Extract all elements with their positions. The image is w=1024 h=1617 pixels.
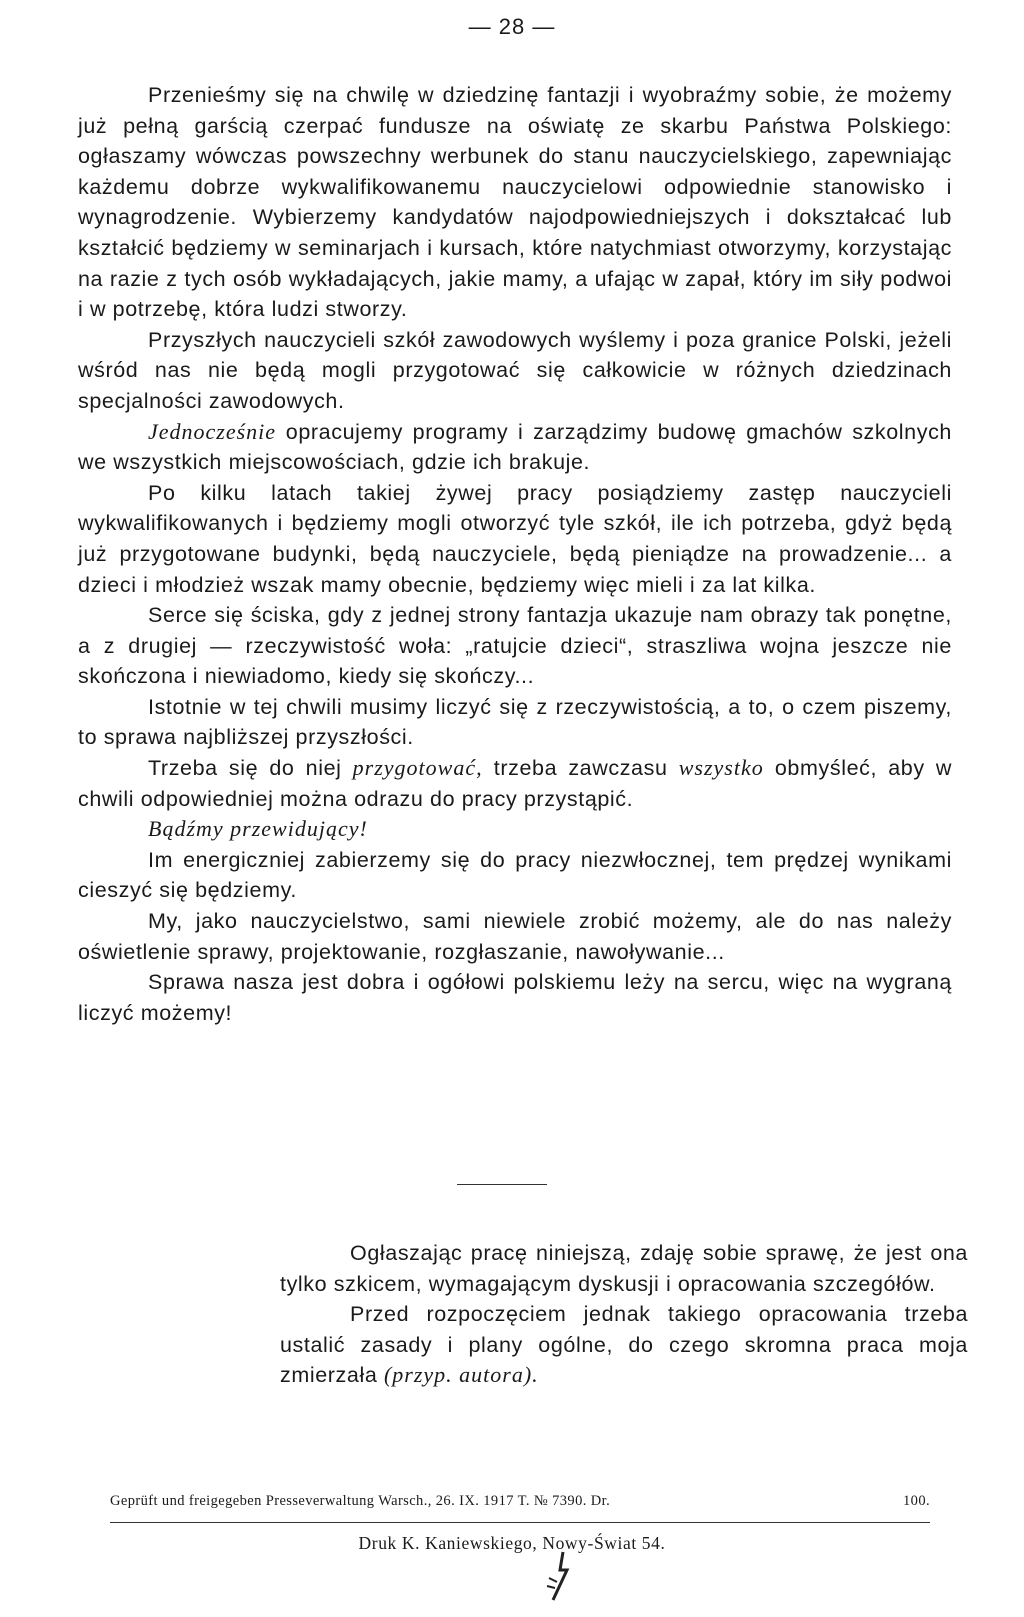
author-note — [280, 1238, 968, 1391]
emphasis-jednoczesnie: Jednocześnie — [148, 418, 277, 444]
printer-mark-icon — [543, 1548, 579, 1602]
paragraph-5: Serce się ściska, gdy z jednej strony fantazja ukazuje nam obrazy tak ponętne, a z drugiej — rzeczywistość woła: „ratujcie dzieci“, straszliwa wojna jeszcze nie skończona i niewiadomo, kiedy się skończy... — [78, 603, 952, 689]
paragraph-3 — [78, 417, 952, 478]
paragraph-3-text: opracujemy programy i zarządzimy budowę gmachów szkolnych we wszystkich miejscowościach, gdzie ich brakuje. — [78, 419, 952, 475]
censorship-note — [110, 1493, 930, 1510]
paragraph-11: Sprawa nasza jest dobra i ogółowi polskiemu leży na sercu, więc na wygraną liczyć możemy! — [78, 970, 952, 1025]
section-divider — [457, 1184, 547, 1185]
emphasis-wszystko: wszystko — [678, 755, 764, 781]
paragraph-7-text-a: Trzeba się do niej — [148, 756, 353, 781]
paragraph-7-text-c: obmyśleć, aby w chwili odpowiedniej można odrazu do pracy przystąpić. — [78, 756, 952, 811]
author-note-paragraph-1: Ogłaszając pracę niniejszą, zdaję sobie sprawę, że jest ona tylko szkicem, wymagającym dyskusji i opracowania szczegółów. — [280, 1241, 968, 1296]
paragraph-4: Po kilku latach takiej żywej pracy posiądziemy zastęp nauczycieli wykwalifikowanych i będziemy mogli otworzyć tyle szkół, ile ich potrzeba, gdyż będą już przygotowane budynki, będą nauczyciele, będą pieniądze na prowadzenie... a dzieci i młodzież wszak mamy obecnie, będziemy więc mieli i za lat kilka. — [78, 480, 952, 597]
paragraph-10: My, jako nauczycielstwo, sami niewiele zrobić możemy, ale do nas należy oświetlenie sprawy, projektowanie, rozgłaszanie, nawoływanie... — [78, 909, 952, 964]
paragraph-7-text-b: trzeba zawczasu — [482, 756, 679, 781]
censorship-text: Geprüft und freigegeben Presseverwaltung Warsch., 26. IX. 1917 T. № 7390. Dr. — [110, 1493, 611, 1509]
censorship-number: 100. — [903, 1493, 930, 1509]
emphasis-badzmy-przewidujacy: Bądźmy przewidujący! — [148, 816, 368, 842]
paragraph-1: Przenieśmy się na chwilę w dziedzinę fantazji i wyobraźmy sobie, że możemy już pełną garścią czerpać fundusze na oświatę ze skarbu Państwa Polskiego: ogłaszamy wówczas powszechny werbunek do stanu nauczycielskiego, zapewniając każdemu dobrze wykwalifikowanemu nauczycielowi odpowiednie stanowisko i wynagrodzenie. Wybierzemy kandydatów najodpowiedniejszych i dokształcać lub kształcić będziemy w seminarjach i kursach, które natychmiast otworzymy, korzystając na razie z tych osób wykładających, jakie mamy, a ufając w zapał, który im siły podwoi i w potrzebę, która ludzi stworzy. — [78, 83, 952, 322]
paragraph-9: Im energiczniej zabierzemy się do pracy niezwłocznej, tem prędzej wynikami cieszyć się będziemy. — [78, 847, 952, 903]
emphasis-przygotowac: przygotować, — [352, 755, 483, 781]
paragraph-6: Istotnie w tej chwili musimy liczyć się z rzeczywistością, a to, o czem piszemy, to sprawa najbliższej przyszłości. — [78, 694, 952, 750]
page-number: — 28 — — [468, 14, 556, 39]
author-note-paragraph-2 — [280, 1299, 968, 1391]
main-text — [78, 80, 952, 1028]
paragraph-7 — [78, 753, 952, 814]
footer-rule — [110, 1522, 930, 1523]
emphasis-przyp-autora: (przyp. autora). — [383, 1362, 539, 1388]
author-note-paragraph-2-text: Przed rozpoczęciem jednak takiego opracowania trzeba ustalić zasady i plany ogólne, do czego skromna praca moja zmierzała — [280, 1302, 968, 1388]
printer-imprint: Druk K. Kaniewskiego, Nowy-Świat 54. — [358, 1533, 666, 1553]
paragraph-2: Przyszłych nauczycieli szkół zawodowych wyślemy i poza granice Polski, jeżeli wśród nas nie będą mogli przygotować się całkowicie w różnych dziedzinach specjalności zawodowych. — [78, 327, 952, 413]
paragraph-8 — [78, 814, 952, 845]
